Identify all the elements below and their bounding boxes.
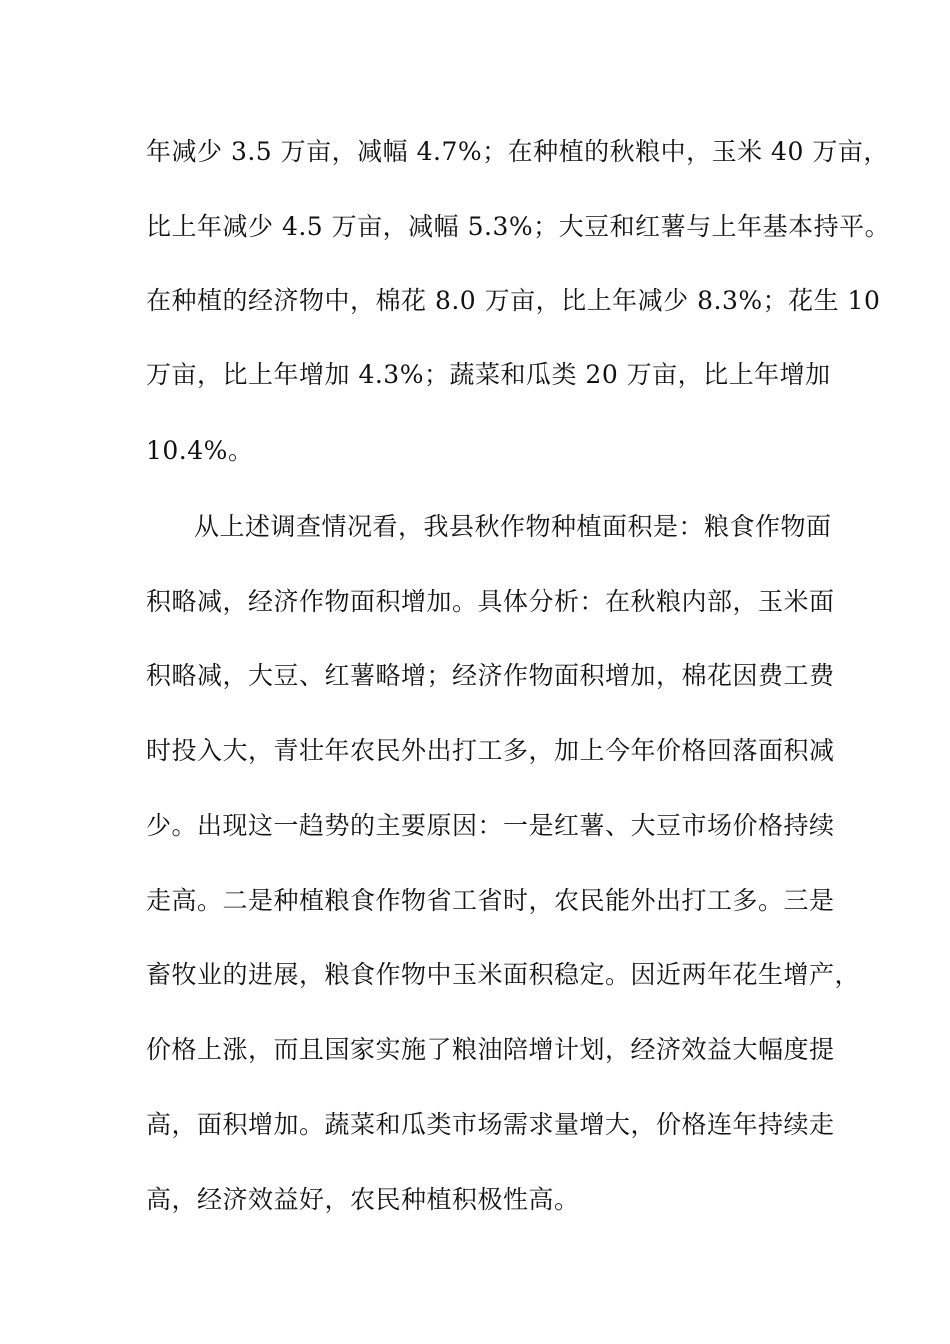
text-line: 比上年减少 4.5 万亩，减幅 5.3%；大豆和红薯与上年基本持平。	[146, 212, 891, 241]
text-line: 畜牧业的进展，粮食作物中玉米面积稳定。因近两年花生增产，	[146, 960, 861, 989]
text-line: 价格上涨，而且国家实施了粮油陪增计划，经济效益大幅度提	[146, 1035, 835, 1064]
text-line: 少。出现这一趋势的主要原因：一是红薯、大豆市场价格持续	[146, 811, 835, 840]
text-line: 在种植的经济物中，棉花 8.0 万亩，比上年减少 8.3%；花生 10	[146, 286, 881, 315]
text-line: 走高。二是种植粮食作物省工省时，农民能外出打工多。三是	[146, 886, 835, 915]
text-line: 10.4%。	[146, 436, 254, 465]
text-line: 年减少 3.5 万亩，减幅 4.7%；在种植的秋粮中，玉米 40 万亩，	[146, 137, 889, 166]
text-line: 高，面积增加。蔬菜和瓜类市场需求量增大，价格连年持续走	[146, 1110, 835, 1139]
text-line: 积略减，经济作物面积增加。具体分析：在秋粮内部，玉米面	[146, 587, 835, 616]
text-line: 高，经济效益好，农民种植积极性高。	[146, 1185, 580, 1214]
text-line: 积略减，大豆、红薯略增；经济作物面积增加，棉花因费工费	[146, 661, 835, 690]
text-line: 万亩，比上年增加 4.3%；蔬菜和瓜类 20 万亩，比上年增加	[146, 360, 831, 389]
text-line: 时投入大，青壮年农民外出打工多，加上今年价格回落面积减	[146, 736, 835, 765]
paragraph-first-line: 从上述调查情况看，我县秋作物种植面积是：粮食作物面	[194, 512, 832, 541]
